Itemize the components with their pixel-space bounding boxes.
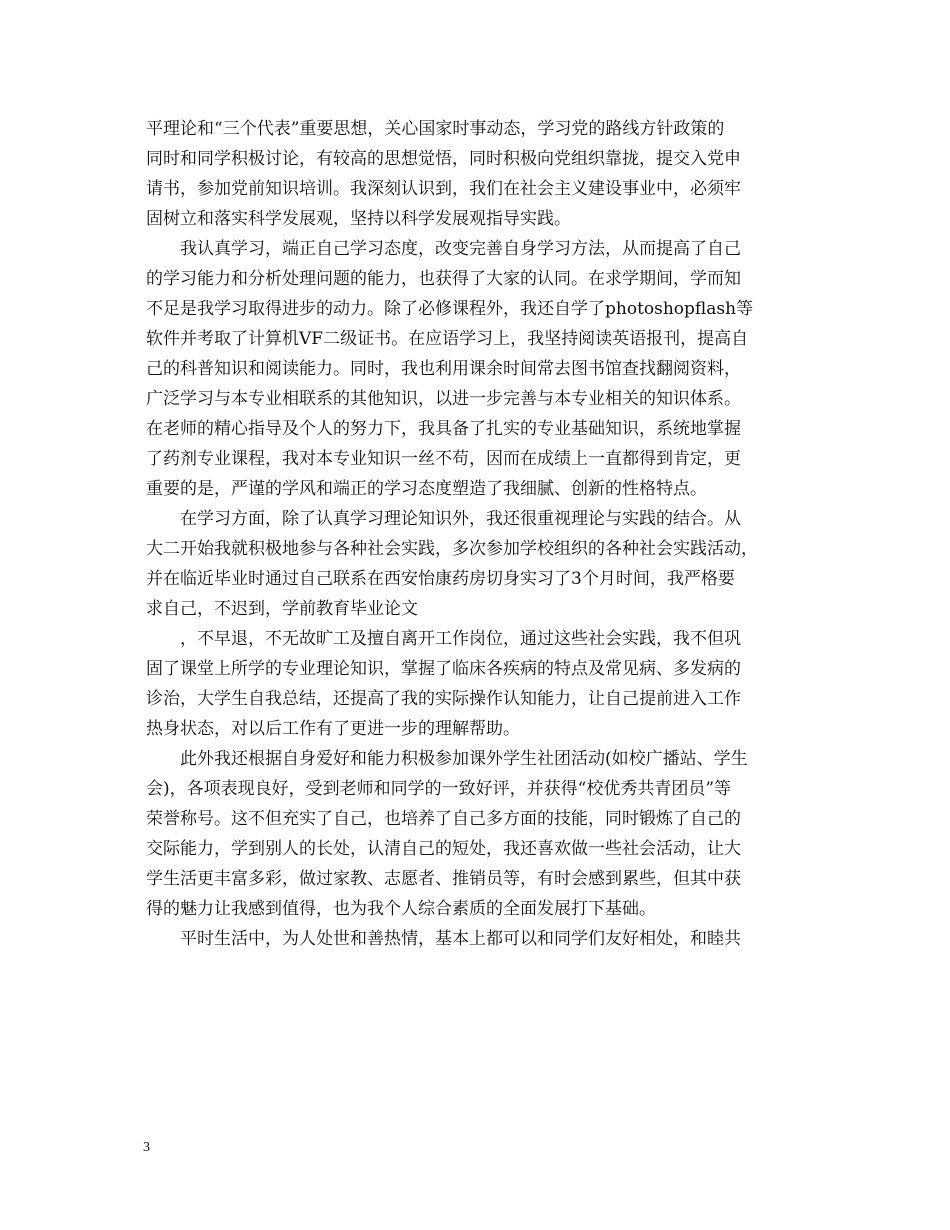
- text-line: 己的科普知识和阅读能力。同时，我也利用课余时间常去图书馆查找翻阅资料，: [146, 359, 741, 379]
- page-number: 3: [143, 1140, 150, 1155]
- text-line: 交际能力，学到别人的长处，认清自己的短处，我还喜欢做一些社会活动，让大: [146, 839, 741, 859]
- text-line: 不足是我学习取得进步的动力。除了必修课程外，我还自学了photoshopflash等: [146, 299, 754, 319]
- text-line: 我认真学习，端正自己学习态度，改变完善自身学习方法，从而提高了自己: [146, 239, 741, 259]
- text-line: 会)，各项表现良好，受到老师和同学的一致好评，并获得“校优秀共青团员”等: [146, 779, 732, 799]
- body-text: [146, 114, 806, 954]
- text-line: 大二开始我就积极地参与各种社会实践，多次参加学校组织的各种社会实践活动，: [146, 539, 758, 559]
- text-line: 了药剂专业课程，我对本专业知识一丝不苟，因而在成绩上一直都得到肯定，更: [146, 449, 741, 469]
- text-line: 请书，参加党前知识培训。我深刻认识到，我们在社会主义建设事业中，必须牢: [146, 179, 741, 199]
- text-line: 固了课堂上所学的专业理论知识，掌握了临床各疾病的特点及常见病、多发病的: [146, 659, 741, 679]
- text-line: 重要的是，严谨的学风和端正的学习态度塑造了我细腻、创新的性格特点。: [146, 479, 707, 499]
- text-line: 在老师的精心指导及个人的努力下，我具备了扎实的专业基础知识，系统地掌握: [146, 419, 741, 439]
- text-line: 得的魅力让我感到值得，也为我个人综合素质的全面发展打下基础。: [146, 899, 656, 919]
- text-line: 学生活更丰富多彩，做过家教、志愿者、推销员等，有时会感到累些，但其中获: [146, 869, 741, 889]
- text-line: 诊治，大学生自我总结，还提高了我的实际操作认知能力，让自己提前进入工作: [146, 689, 741, 709]
- text-line: 热身状态，对以后工作有了更进一步的理解帮助。: [146, 719, 520, 739]
- text-line: 此外我还根据自身爱好和能力积极参加课外学生社团活动(如校广播站、学生: [146, 749, 748, 769]
- text-line: ，不早退，不无故旷工及擅自离开工作岗位，通过这些社会实践，我不但巩: [146, 629, 741, 649]
- text-line: 求自己，不迟到，学前教育毕业论文: [146, 599, 418, 619]
- text-line: 的学习能力和分析处理问题的能力，也获得了大家的认同。在求学期间，学而知: [146, 269, 741, 289]
- text-line: 并在临近毕业时通过自己联系在西安怡康药房切身实习了3个月时间，我严格要: [146, 569, 735, 589]
- text-line: 软件并考取了计算机VF二级证书。在应语学习上，我坚持阅读英语报刊，提高自: [146, 329, 749, 349]
- text-line: 同时和同学积极讨论，有较高的思想觉悟，同时积极向党组织靠拢，提交入党申: [146, 149, 741, 169]
- text-line: 固树立和落实科学发展观，坚持以科学发展观指导实践。: [146, 209, 571, 229]
- text-line: 广泛学习与本专业相联系的其他知识，以进一步完善与本专业相关的知识体系。: [146, 389, 741, 409]
- text-line: 平时生活中，为人处世和善热情，基本上都可以和同学们友好相处，和睦共: [146, 929, 741, 949]
- text-line: 平理论和“三个代表”重要思想，关心国家时事动态，学习党的路线方针政策的: [146, 119, 725, 139]
- text-line: 在学习方面，除了认真学习理论知识外，我还很重视理论与实践的结合。从: [146, 509, 741, 529]
- text-line: 荣誉称号。这不但充实了自己，也培养了自己多方面的技能，同时锻炼了自己的: [146, 809, 741, 829]
